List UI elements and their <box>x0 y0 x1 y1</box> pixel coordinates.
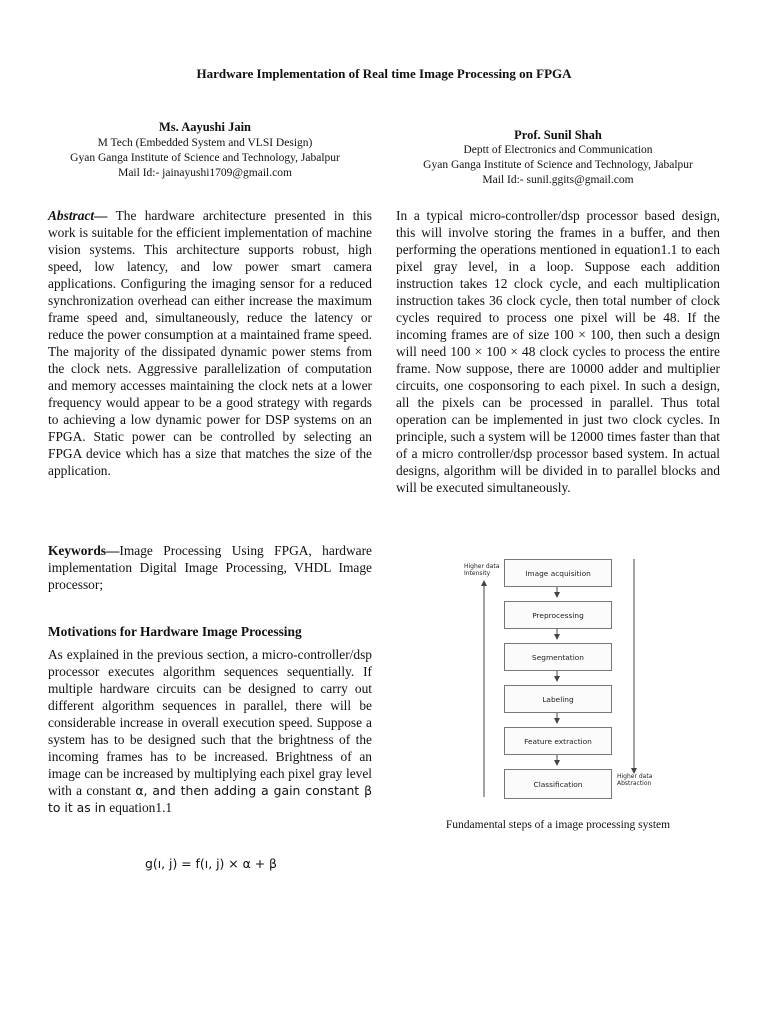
author-email: Mail Id:- jainayushi1709@gmail.com <box>118 167 292 179</box>
label-higher-abstraction <box>617 773 652 787</box>
step-image-acquisition: Image acquisition <box>504 559 612 587</box>
keywords-text: Image Processing Using FPGA, hardware implementation Digital Image Processing, VHDL Image processor; <box>48 543 372 592</box>
author-name: Ms. Aayushi Jain <box>158 120 252 134</box>
step-preprocessing: Preprocessing <box>504 601 612 629</box>
motivation-math-text: α, and then adding a gain constant β to it as in <box>48 783 372 815</box>
author-affiliation-line: Gyan Ganga Institute of Science and Technology, Jabalpur <box>70 152 340 164</box>
figure-caption: Fundamental steps of a image processing system <box>445 819 671 831</box>
paper-title: Hardware Implementation of Real time Image Processing on FPGA <box>196 66 572 81</box>
label-line: Abstraction <box>617 780 652 787</box>
label-line: Higher data <box>464 563 500 570</box>
step-feature-extraction: Feature extraction <box>504 727 612 755</box>
author-affiliation-line: Deptt of Electronics and Communication <box>463 144 653 156</box>
author-affiliation-line: M Tech (Embedded System and VLSI Design) <box>97 137 313 149</box>
abstract-text: The hardware architecture presented in this work is suitable for the efficient implementation of machine vision systems. This architecture supports robust, high speed, low latency, and low power smart camera applications. Configuring the imaging sensor for a reduced synchronization overhead can either increase the maximum frame speed and, simultaneously, reduce the latency or reduce the power consumption at a maintained frame speed. The majority of the dissipated dynamic power stems from the clock nets. Aggressive parallelization of computation and memory accesses maintaining the clock nets at a lower frequency would appear to be a good strategy with regards to achieving a low dynamic power for DSP systems on an FPGA. Static power can be controlled by selecting an FPGA device which has a size that matches the size of the application. <box>48 208 372 478</box>
author-block-2 <box>398 128 718 188</box>
step-labeling: Labeling <box>504 685 612 713</box>
pipeline-figure <box>459 557 661 802</box>
abstract-paragraph <box>48 207 372 479</box>
motivation-paragraph <box>48 646 372 816</box>
abstract-label: Abstract— <box>48 208 108 223</box>
right-column-paragraph: In a typical micro-controller/dsp processor based design, this will involve storing the frames in a buffer, and then performing the operations mentioned in equation1.1 to each pixel gray level, in a loop. Suppose each addition instruction takes 12 clock cycle, and each multiplication instruction takes 36 clock cycle, then total number of clock cycles required to process one pixel will be 48. If the incoming frames are of size 100 × 100, then such a design will need 100 × 100 × 48 clock cycles to process the entire frame. Now suppose, there are 10000 adder and multiplier circuits, one cosponsoring to each pixel. In such a design, all the pixels can be processed in parallel. Thus total operation can be implemented in just two clock cycles. In principle, such a system will be 12000 times faster than that of a micro controller/dsp processor based system. In actual designs, algorithm will be divided in to parallel blocks and will be executed simultaneously. <box>396 208 720 495</box>
motivation-text-end: equation1.1 <box>109 800 173 815</box>
equation: g(ı, j) = f(ı, j) × α + β <box>145 856 277 871</box>
label-higher-intensity <box>464 563 499 577</box>
motivation-text: As explained in the previous section, a micro-controller/dsp processor executes algorithm sequences sequentially. If multiple hardware circuits can be designed to carry out different algorithm sequences in parallel, there will be considerable increase in overall execution speed. Suppose a system has to be designed such that the brightness of the incoming frames has to be increased. Brightness of an image can be increased by multiplying each pixel gray level with a constant <box>48 647 372 798</box>
label-line: Intensity <box>464 570 491 577</box>
step-segmentation: Segmentation <box>504 643 612 671</box>
label-line: Higher data <box>617 773 653 780</box>
author-name: Prof. Sunil Shah <box>514 128 602 142</box>
section-heading: Motivations for Hardware Image Processing <box>48 624 302 639</box>
author-email: Mail Id:- sunil.ggits@gmail.com <box>482 174 634 186</box>
author-block-1 <box>40 120 370 181</box>
figure-arrows <box>459 557 661 802</box>
keywords-label: Keywords— <box>48 543 120 558</box>
step-classification: Classification <box>504 769 612 799</box>
keywords-paragraph <box>48 542 372 593</box>
author-affiliation-line: Gyan Ganga Institute of Science and Technology, Jabalpur <box>423 159 693 171</box>
